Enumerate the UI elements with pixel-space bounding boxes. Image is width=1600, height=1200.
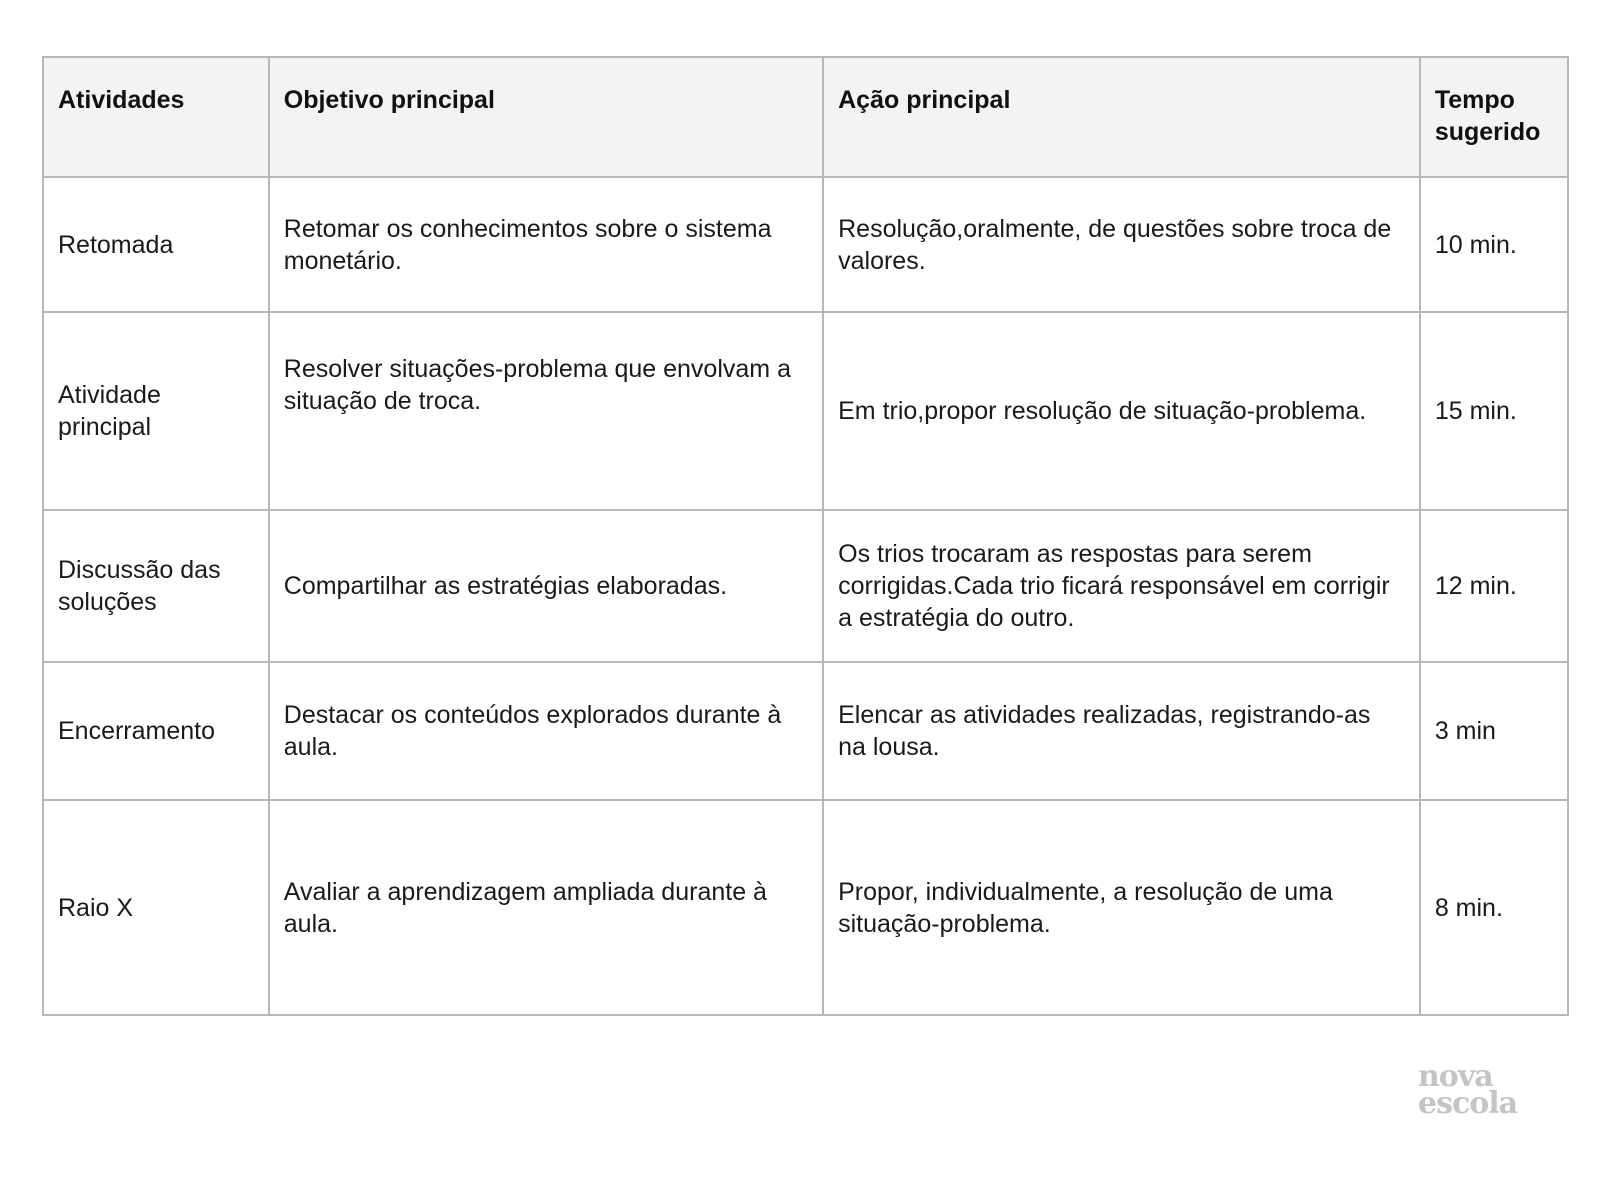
header-tempo-sugerido: Tempo sugerido [1420,57,1568,177]
cell-tempo: 3 min [1420,662,1568,800]
cell-atividade: Raio X [43,800,269,1015]
logo-line-2: escola [1418,1086,1518,1121]
table-row [43,510,1568,662]
logo-line-1: nova [1418,1059,1493,1094]
table-header-row [43,57,1568,177]
table-row [43,177,1568,312]
table-row [43,800,1568,1015]
cell-objetivo: Compartilhar as estratégias elaboradas. [269,510,823,662]
cell-objetivo-text: Resolver situações-problema que envolvam a situação de troca. [283,355,791,415]
cell-objetivo: Retomar os conhecimentos sobre o sistema monetário. [269,177,823,312]
cell-tempo: 12 min. [1420,510,1568,662]
cell-acao: Propor, individualmente, a resolução de uma situação-problema. [823,800,1420,1015]
lesson-plan-table [42,56,1569,1016]
table-row [43,312,1568,510]
cell-atividade: Retomada [43,177,269,312]
cell-atividade: Encerramento [43,662,269,800]
cell-tempo: 10 min. [1420,177,1568,312]
header-objetivo-principal: Objetivo principal [269,57,823,177]
cell-atividade: Atividade principal [43,312,269,510]
cell-acao: Os trios trocaram as respostas para serem corrigidas.Cada trio ficará responsável em corrigir a estratégia do outro. [823,510,1420,662]
cell-atividade: Discussão das soluções [43,510,269,662]
cell-objetivo [269,312,823,510]
cell-acao: Em trio,propor resolução de situação-problema. [823,312,1420,510]
cell-tempo: 8 min. [1420,800,1568,1015]
cell-objetivo: Destacar os conteúdos explorados durante à aula. [269,662,823,800]
cell-acao: Elencar as atividades realizadas, registrando-as na lousa. [823,662,1420,800]
header-acao-principal: Ação principal [823,57,1420,177]
cell-tempo: 15 min. [1420,312,1568,510]
header-atividades: Atividades [43,57,269,177]
cell-objetivo: Avaliar a aprendizagem ampliada durante à aula. [269,800,823,1015]
nova-escola-logo [1418,1059,1538,1121]
cell-acao: Resolução,oralmente, de questões sobre troca de valores. [823,177,1420,312]
table-row [43,662,1568,800]
